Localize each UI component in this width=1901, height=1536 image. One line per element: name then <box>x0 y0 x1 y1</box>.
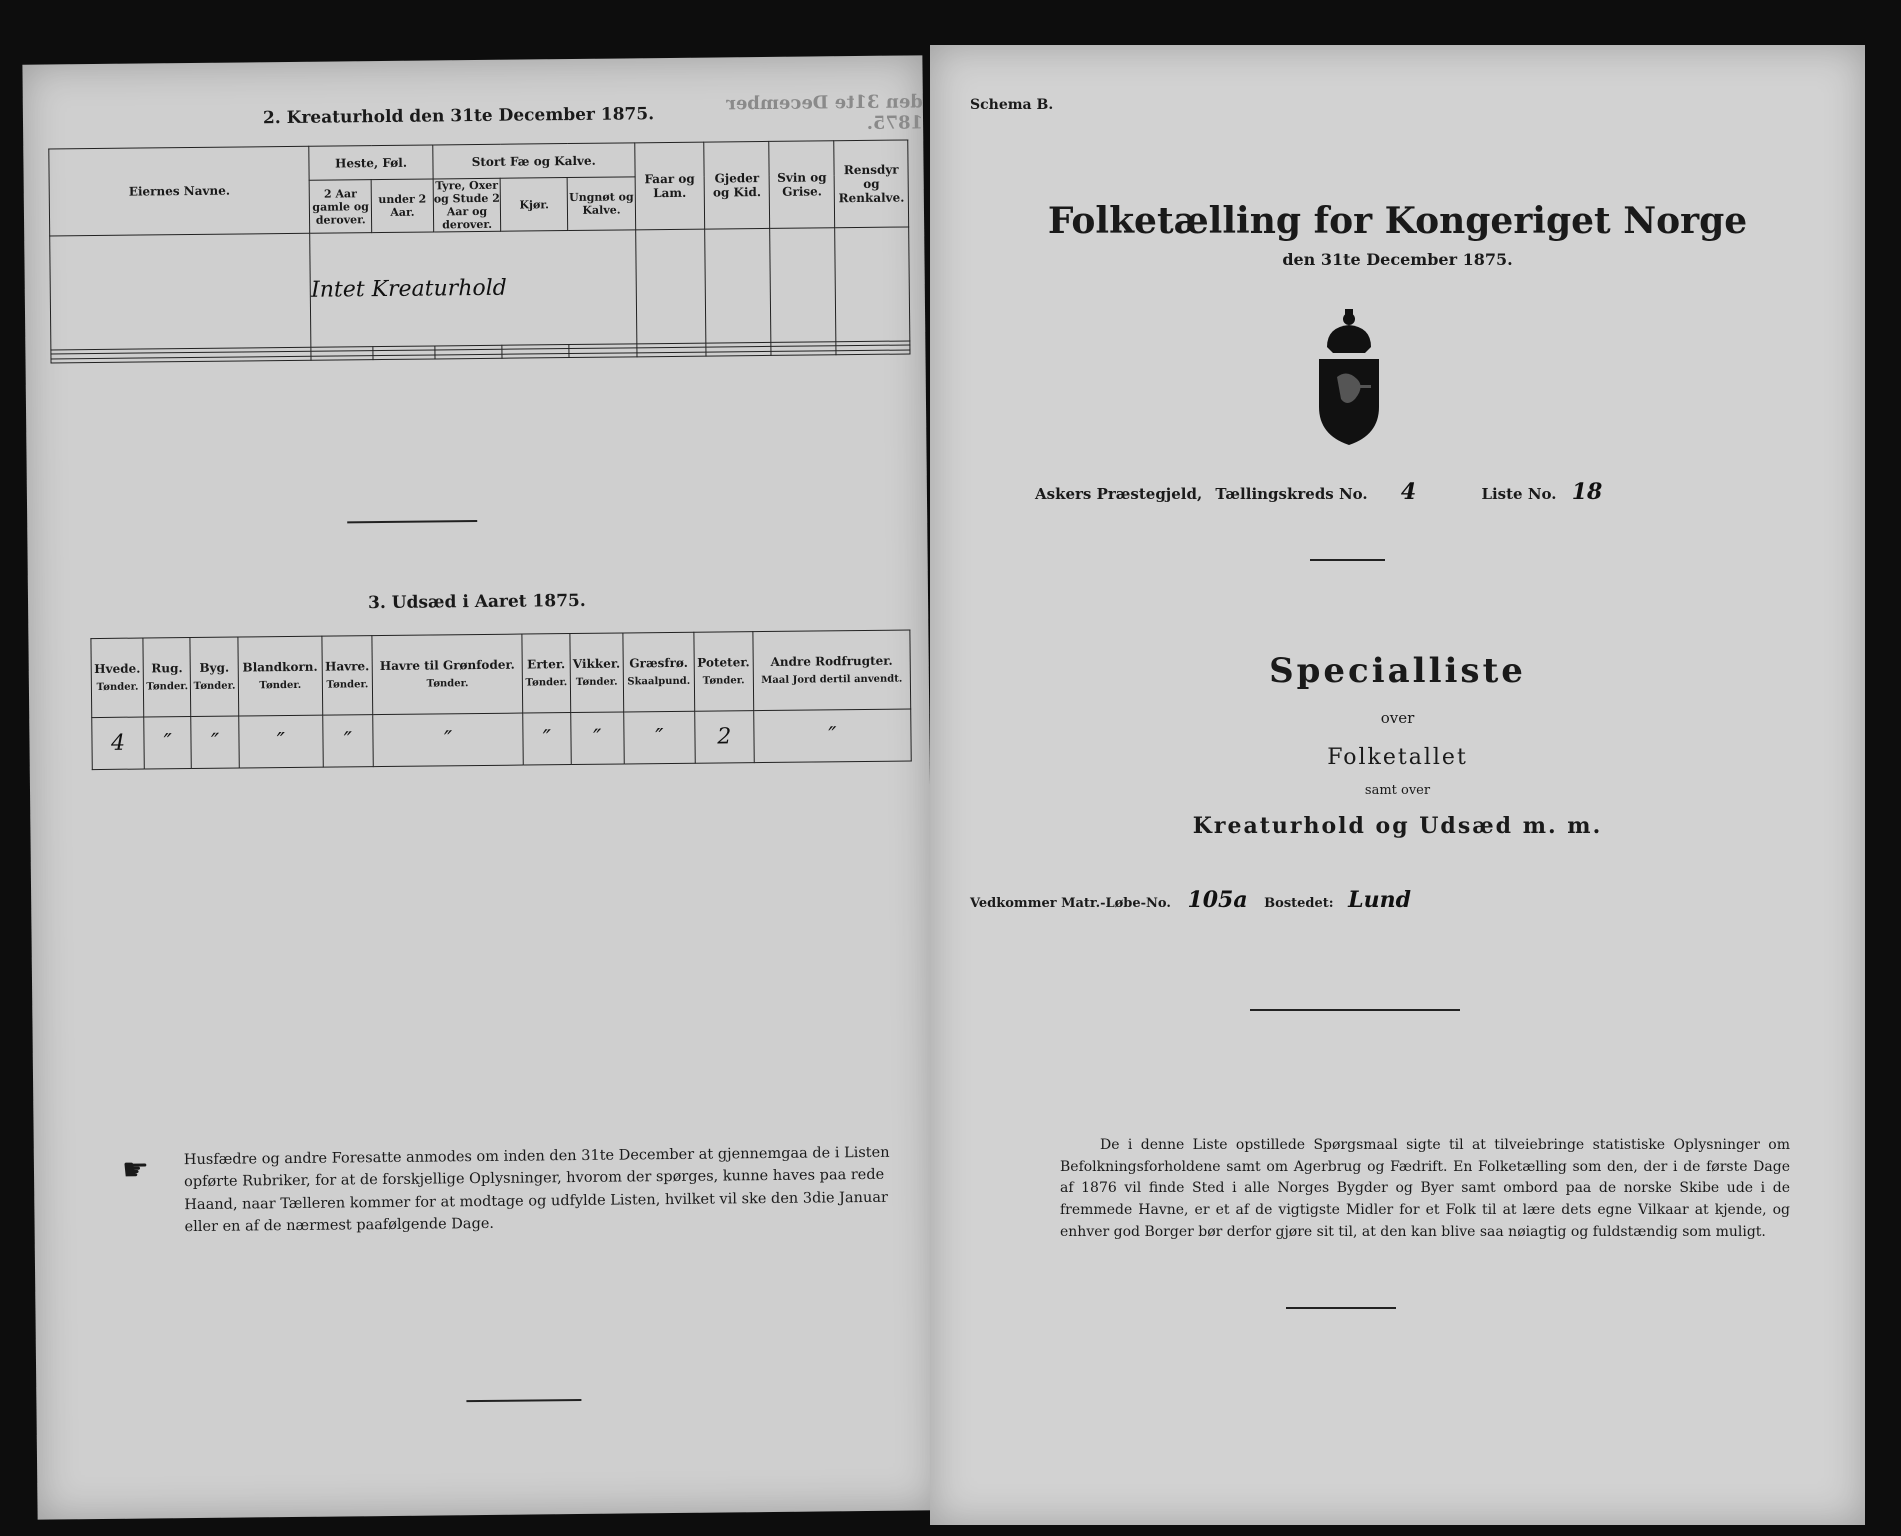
seed-table <box>90 629 911 770</box>
matr-number: 105a <box>1187 887 1248 913</box>
seed-col-header <box>372 634 523 714</box>
seed-col-header <box>570 633 624 712</box>
col-owner-names: Eiernes Navne. <box>49 146 310 236</box>
seed-col-unit: Maal Jord dertil anvendt. <box>761 673 903 687</box>
special-list-title: Specialliste <box>1269 651 1526 691</box>
seed-col-name: Poteter. <box>697 655 750 671</box>
list-number: 18 <box>1571 479 1603 505</box>
list-label: Liste No. <box>1481 485 1557 503</box>
seed-value: ″ <box>443 727 453 753</box>
footer-text: De i denne Liste opstillede Spørgsmaal sigte til at tilveiebringe statistiske Oplysninger om Befolkningsforholdene samt om Agerbrug og Fædrift. En Folketælling som den, der i de første Dage af 1876 vil finde Sted i alle Norges Bygder og Byer samt ombord paa de norske Skibe ude i de fremmede Havne, er et af de vigtigste Midler for et Folk til at lære dets egne Vilkaar at kjende, og enhver god Borger bør derfor gjøre sit til, at den kan blive saa nøiagtig og fuldstændig som muligt. <box>1060 1137 1790 1240</box>
col-horse-young: under 2 Aar. <box>371 179 433 233</box>
rule-2 <box>1250 1009 1460 1011</box>
seed-value-cell <box>92 717 145 770</box>
col-pigs: Svin og Grise. <box>769 141 835 229</box>
rule-1 <box>1310 559 1385 561</box>
seed-col-name: Erter. <box>527 657 566 672</box>
seed-col-header <box>322 636 373 715</box>
seed-col-header <box>91 638 144 717</box>
group-horses: Heste, Føl. <box>309 145 433 180</box>
bosted-label: Bostedet: <box>1264 896 1334 911</box>
over-text: over <box>1380 709 1415 727</box>
seed-col-header <box>522 634 570 713</box>
seed-value: ″ <box>343 728 353 754</box>
rule-3 <box>1286 1307 1396 1309</box>
seed-col-unit: Skaalpund. <box>627 676 691 688</box>
col-cows: Kjør. <box>500 178 568 232</box>
seed-col-header <box>623 632 694 711</box>
seed-col-name: Vikker. <box>572 656 621 672</box>
seed-value-cell <box>144 716 192 769</box>
livestock-row-owner <box>50 233 311 350</box>
livestock-table <box>48 139 910 363</box>
seed-col-unit: Tønder. <box>326 679 369 691</box>
seed-col-name: Hvede. <box>94 661 141 677</box>
seed-value: ″ <box>828 723 837 749</box>
col-bulls: Tyre, Oxer og Stude 2 Aar og derover. <box>433 178 500 232</box>
seed-col-name: Andre Rodfrugter. <box>770 653 893 670</box>
pointing-hand-icon: ☛ <box>121 1152 150 1188</box>
section3-title: 3. Udsæd i Aaret 1875. <box>367 590 586 614</box>
seed-col-unit: Tønder. <box>702 675 745 687</box>
coat-of-arms-icon <box>1307 307 1392 447</box>
seed-col-name: Rug. <box>151 661 183 676</box>
seed-col-unit: Tønder. <box>146 681 189 693</box>
col-horse-old: 2 Aar gamle og derover. <box>309 180 371 234</box>
seed-col-unit: Tønder. <box>259 680 302 692</box>
col-sheep: Faar og Lam. <box>634 142 704 230</box>
seed-value-cell <box>570 712 624 765</box>
divider-line <box>347 520 477 523</box>
seed-col-unit: Tønder. <box>426 678 469 690</box>
seed-col-name: Blandkorn. <box>242 659 318 675</box>
seed-col-header <box>753 630 911 710</box>
matr-line <box>970 887 1411 913</box>
seed-col-name: Byg. <box>199 660 230 676</box>
folketallet-text: Folketallet <box>1327 745 1468 770</box>
seed-value-cell <box>323 714 374 767</box>
seed-value: 4 <box>110 730 126 756</box>
group-cattle: Stort Fæ og Kalve. <box>433 143 635 179</box>
seed-value-cell <box>523 712 571 765</box>
instruction-notice <box>121 1142 905 1239</box>
seed-value-cell <box>694 710 754 763</box>
main-subtitle: den 31te December 1875. <box>1282 250 1513 269</box>
parish-label: Askers Præstegjeld, <box>1035 485 1203 503</box>
schema-label: Schema B. <box>970 97 1054 113</box>
handwritten-no-livestock: Intet Kreaturhold <box>310 275 507 303</box>
parish-line <box>1035 479 1602 505</box>
seed-col-header <box>190 637 238 716</box>
seed-value-cell <box>624 711 695 764</box>
section2-title: 2. Kreaturhold den 31te December 1875. <box>262 104 655 129</box>
seed-col-unit: Tønder. <box>96 681 139 694</box>
seed-value: ″ <box>276 728 286 754</box>
bosted-value: Lund <box>1348 887 1411 913</box>
seed-value-cell <box>238 715 323 768</box>
seed-col-header <box>143 638 191 717</box>
seed-col-unit: Tønder. <box>525 677 568 689</box>
seed-value: ″ <box>655 724 664 750</box>
seed-col-header <box>694 632 754 711</box>
samt-over-text: samt over <box>1364 783 1431 798</box>
district-label: Tællingskreds No. <box>1215 485 1368 503</box>
seed-value-cell <box>191 716 239 769</box>
bleed-through-heading: den 31te December 1875. <box>726 91 924 134</box>
right-page <box>930 45 1865 1525</box>
seed-value: ″ <box>210 729 220 755</box>
col-reindeer: Rensdyr og Renkalve. <box>834 140 909 228</box>
seed-value: ″ <box>163 730 173 756</box>
seed-col-unit: Tønder. <box>193 680 236 693</box>
main-title: Folketælling for Kongeriget Norge <box>1047 200 1748 242</box>
seed-col-header <box>238 636 323 715</box>
left-page <box>22 55 937 1519</box>
seed-col-name: Havre til Grønfoder. <box>379 657 515 674</box>
col-young-cattle: Ungnøt og Kalve. <box>568 177 636 231</box>
seed-value: ″ <box>593 725 602 751</box>
seed-value-cell <box>754 709 912 763</box>
seed-value: ″ <box>542 726 552 752</box>
district-number: 4 <box>1400 479 1417 505</box>
seed-value-cell <box>373 713 524 767</box>
seed-col-name: Græsfrø. <box>629 656 688 671</box>
matr-label: Vedkommer Matr.-Løbe-No. <box>970 896 1171 911</box>
notice-text: Husfædre og andre Foresatte anmodes om inden den 31te December at gjennemgaa de i Listen opførte Rubriker, for at de forskjellige Oplysninger, hvorom der spørges, kunne haves paa rede Haand, naar Tælleren kommer for at modtage og udfylde Listen, hvilket vil ske den 3die Januar eller en af de nærmest paafølgende Dage. <box>183 1144 890 1236</box>
livestock-seed-heading: Kreaturhold og Udsæd m. m. <box>1192 813 1603 839</box>
bottom-divider <box>466 1399 581 1402</box>
seed-value: 2 <box>717 724 732 750</box>
col-goats: Gjeder og Kid. <box>704 141 770 229</box>
seed-col-unit: Tønder. <box>575 676 618 689</box>
seed-col-name: Havre. <box>324 659 370 674</box>
